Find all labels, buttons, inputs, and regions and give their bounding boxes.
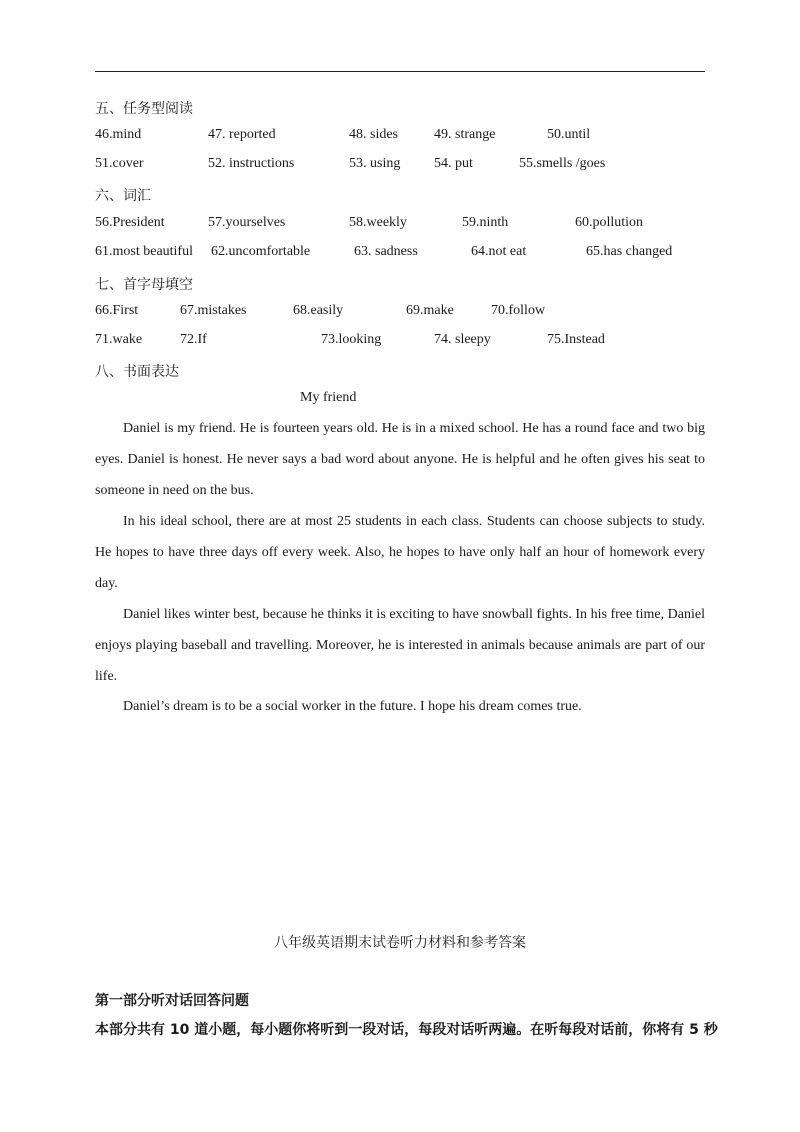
answer-61: 61.most beautiful — [95, 244, 193, 259]
answer-74: 74. sleepy — [434, 332, 491, 347]
answer-69: 69.make — [406, 303, 454, 318]
section7-heading: 七、首字母填空 — [95, 277, 193, 293]
answer-47: 47. reported — [208, 127, 276, 142]
essay-title: My friend — [300, 390, 357, 405]
section6-row2 — [0, 244, 800, 264]
answer-54: 54. put — [434, 156, 473, 171]
section5-heading: 五、任务型阅读 — [95, 101, 193, 117]
header-rule — [95, 71, 705, 72]
answer-67: 67.mistakes — [180, 303, 247, 318]
section5-row1 — [0, 127, 800, 147]
answer-64: 64.not eat — [471, 244, 527, 259]
answer-73: 73.looking — [321, 332, 382, 347]
answer-52: 52. instructions — [208, 156, 295, 171]
answer-62: 62.uncomfortable — [211, 244, 311, 259]
answer-72: 72.If — [180, 332, 207, 347]
section8-heading: 八、书面表达 — [95, 364, 179, 380]
answer-57: 57.yourselves — [208, 215, 286, 230]
answer-51: 51.cover — [95, 156, 144, 171]
answer-68: 68.easily — [293, 303, 344, 318]
answer-66: 66.First — [95, 303, 139, 318]
part1-instructions: 本部分共有 10 道小题，每小题你将听到一段对话，每段对话听两遍。在听每段对话前，你将有 5 秒 — [95, 1022, 718, 1038]
answer-59: 59.ninth — [462, 215, 509, 230]
section7-row2 — [0, 332, 800, 352]
answer-71: 71.wake — [95, 332, 143, 347]
essay-paragraph-2: In his ideal school, there are at most 25 students in each class. Students can choose subjects to study. He hopes to have three days off every week. Also, he hopes to have only half an hour of homework every day. — [95, 514, 705, 591]
part1-heading: 第一部分听对话回答问题 — [95, 993, 249, 1009]
answer-53: 53. using — [349, 156, 401, 171]
answer-56: 56.President — [95, 215, 165, 230]
answer-49: 49. strange — [434, 127, 496, 142]
answer-70: 70.follow — [491, 303, 546, 318]
section5-row2 — [0, 156, 800, 176]
answer-46: 46.mind — [95, 127, 142, 142]
answer-55: 55.smells /goes — [519, 156, 606, 171]
section7-row1 — [0, 303, 800, 323]
section6-heading: 六、词汇 — [95, 188, 151, 204]
answer-65: 65.has changed — [586, 244, 673, 259]
answer-75: 75.Instead — [547, 332, 605, 347]
essay-paragraph-3: Daniel likes winter best, because he thinks it is exciting to have snowball fights. In his free time, Daniel enjoys playing baseball and travelling. Moreover, he is interested in animals because animals are part of our life. — [95, 607, 705, 684]
section6-row1 — [0, 215, 800, 235]
answer-50: 50.until — [547, 127, 591, 142]
answer-60: 60.pollution — [575, 215, 644, 230]
answer-63: 63. sadness — [354, 244, 418, 259]
answer-48: 48. sides — [349, 127, 398, 142]
answer-58: 58.weekly — [349, 215, 407, 230]
essay-paragraph-4: Daniel’s dream is to be a social worker in the future. I hope his dream comes true. — [123, 699, 582, 714]
listening-title: 八年级英语期末试卷听力材料和参考答案 — [274, 935, 526, 951]
essay-paragraph-1: Daniel is my friend. He is fourteen years old. He is in a mixed school. He has a round face and two big eyes. Daniel is honest. He never says a bad word about anyone. He is helpful and he often gives his seat to someone in need on the bus. — [95, 421, 705, 498]
